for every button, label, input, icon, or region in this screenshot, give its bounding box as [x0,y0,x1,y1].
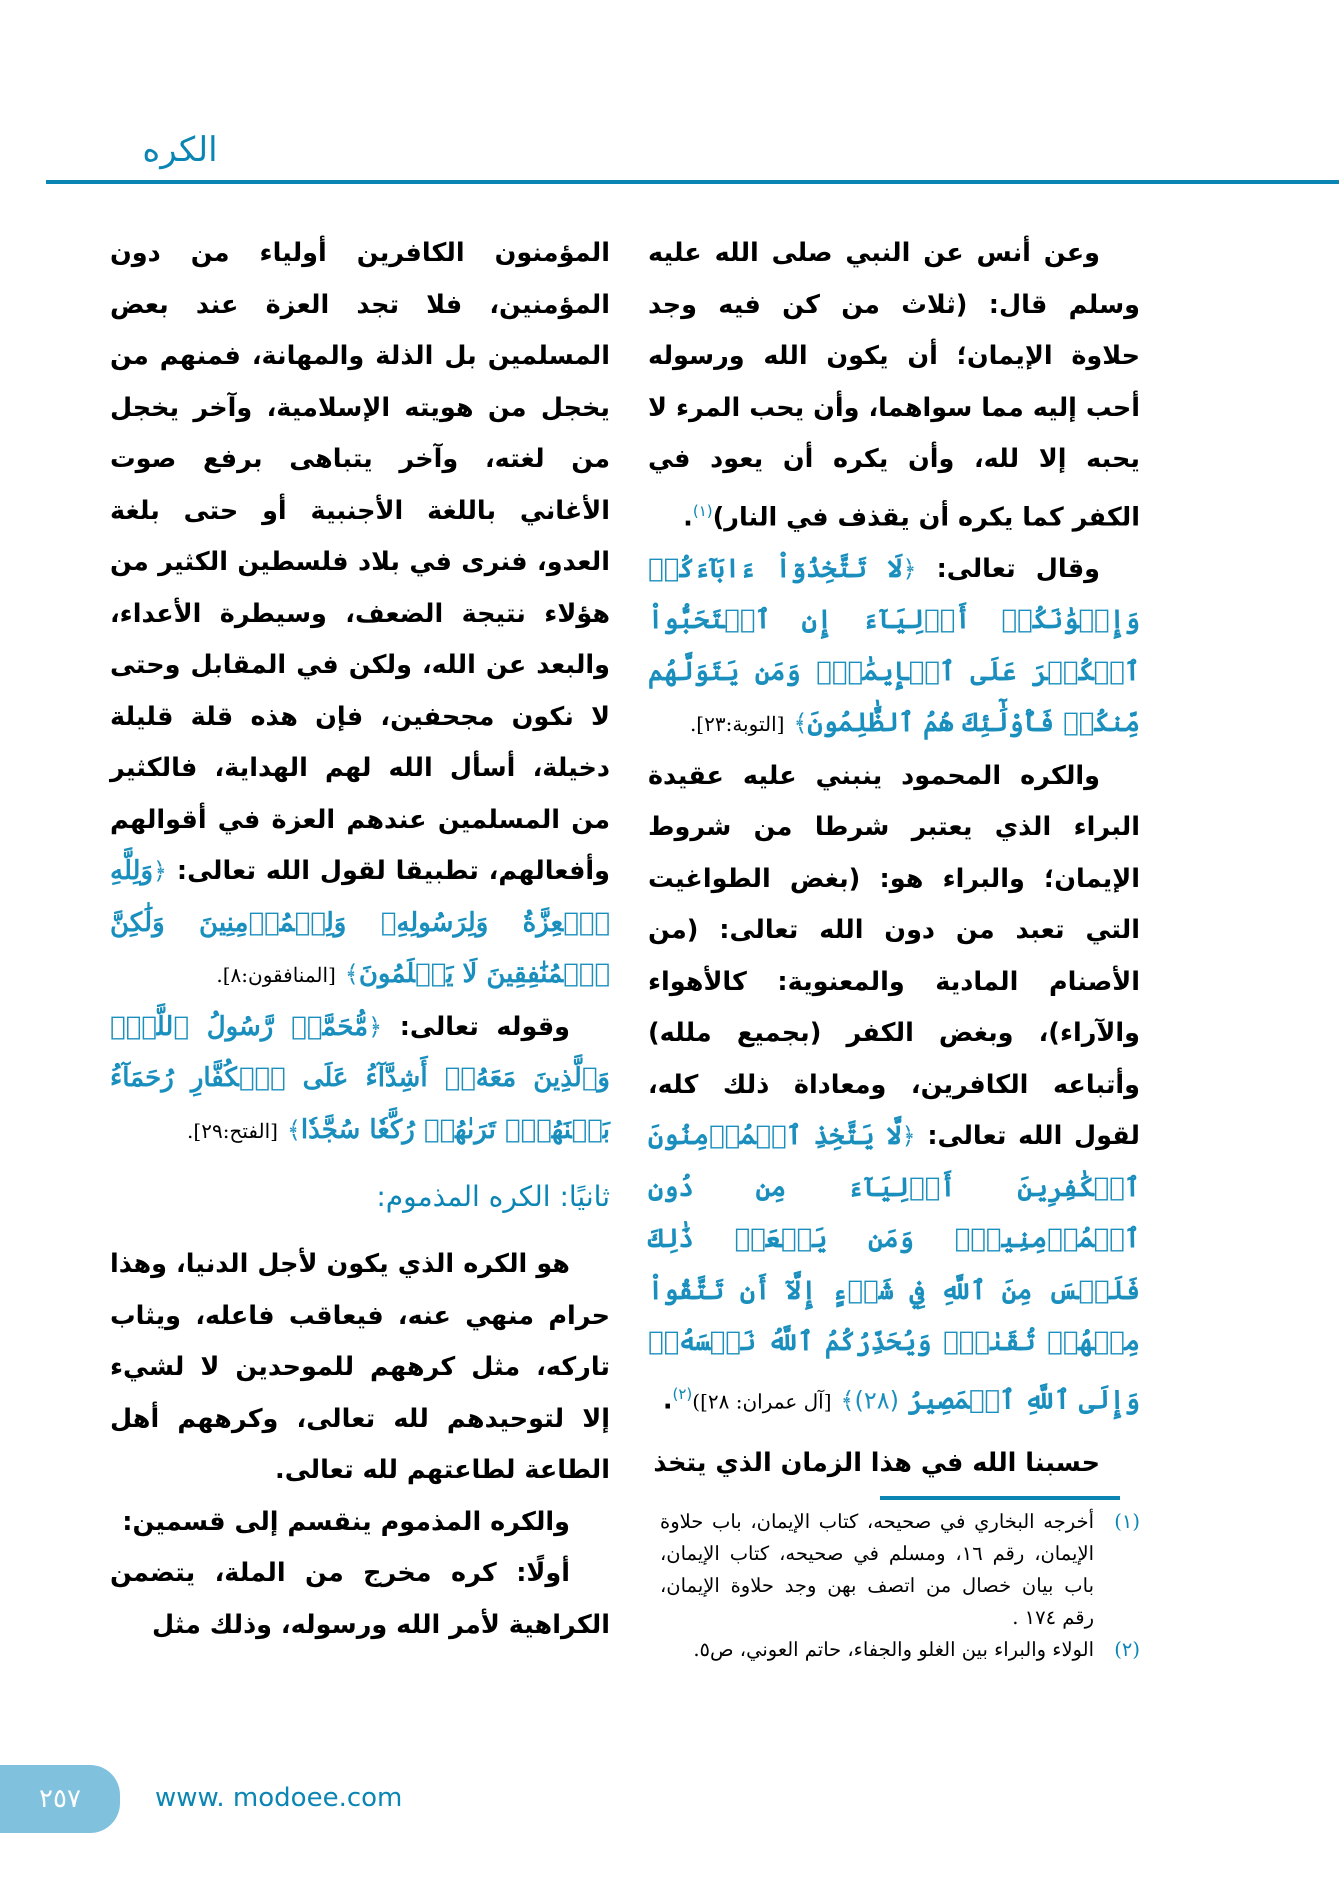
verse2-number: ٢٨ [863,1386,890,1414]
verse4-paragraph [110,1002,610,1158]
verse2-text: لَّا يَتَّخِذِ ٱلۡمُؤۡمِنُونَ ٱلۡكَٰفِرِينَ أَوۡلِيَآءَ مِن دُونِ ٱلۡمُؤۡمِنِينَۖ وَمَن يَفۡعَلۡ ذَٰلِكَ فَلَيۡسَ مِنَ ٱللَّهِ فِي شَيۡءٍ إِلَّآ أَن تَتَّقُواْ مِنۡهُمۡ تُقَىٰةٗۗ وَيُحَذِّرُكُمُ ٱللَّهُ نَفۡسَهُۥۗ وَإِلَى ٱللَّهِ ٱلۡمَصِيرُ [648,1121,1140,1415]
page-number: ٢٥٧ [39,1784,81,1814]
verse1-intro: وقال تعالى: [936,553,1100,584]
hadith-end: . [683,502,693,532]
izzah-paragraph [110,228,610,1002]
ornament-open-icon: ﴿ [153,857,168,885]
verse4-reference: [الفتح:٢٩]. [187,1118,278,1143]
ornament-open-icon: ﴿ [901,1122,916,1150]
closing-text: حسبنا الله في هذا الزمان الذي يتخذ [653,1447,1100,1478]
ornament-close-icon: ﴾ [840,1386,855,1414]
blameworthy-text: هو الكره الذي يكون لأجل الدنيا، وهذا حرام منهي عنه، فيعاقب فاعله، ويثاب تاركه، مثل كرههم للموحدين لا لشيء إلا لتوحيدهم لله تعالى، وكرههم أهل الطاعة لطاعتهم لله تعالى. [110,1249,610,1485]
left-column [110,228,610,1651]
verse1-paragraph [648,544,1140,751]
footnote-1 [660,1506,1140,1634]
verse1-reference: [التوبة:٢٣]. [689,712,785,736]
verse4-intro: وقوله تعالى: [399,1011,570,1042]
footnotes [660,1506,1140,1666]
hadith-paragraph [648,228,1140,544]
footnote-text: الولاء والبراء بين الغلو والجفاء، حاتم العوني، ص٥. [693,1638,1094,1661]
verse4-text: مُّحَمَّدٞ رَّسُولُ ٱللَّهِۚ وَٱلَّذِينَ مَعَهُۥٓ أَشِدَّآءُ عَلَى ٱلۡكُفَّارِ رُحَمَآءُ بَيۡنَهُمۡۖ تَرَىٰهُمۡ رُكَّعٗا سُجَّدٗا [110,1011,610,1145]
izzah-text: المؤمنون الكافرين أولياء من دون المؤمنين، فلا تجد العزة عند بعض المسلمين بل الذلة والمهانة، فمنهم من يخجل من هويته الإسلامية، وآخر يخجل من لغته، وآخر يتباهى برفع صوت الأغاني باللغة الأجنبية أو حتى بلغة العدو، فنرى في بلاد فلسطين الكثير من هؤلاء نتيجة الضعف، وسيطرة الأعداء، والبعد عن الله، ولكن في المقابل وحتى لا نكون مجحفين، فإن هذه قلة قليلة دخيلة، أسأل الله لهم الهداية، فالكثير من المسلمين عندهم العزة في أقوالهم وأفعالهم، تطبيقا لقول الله تعالى: [110,238,610,886]
verse2-end: . [662,1385,673,1415]
right-column [648,228,1140,1489]
verse2-reference: [آل عمران: ٢٨]) [692,1389,832,1413]
verse-number-medallion-icon: (٢٨) [854,1386,899,1414]
divisions-paragraph [110,1497,610,1549]
footnote-ref-1[interactable]: (١) [692,501,713,520]
divisions-text: والكره المذموم ينقسم إلى قسمين: [122,1506,570,1537]
page-number-badge [0,1765,120,1833]
bara-text: والكره المحمود ينبني عليه عقيدة البراء الذي يعتبر شرطا من شروط الإيمان؛ والبراء هو: (بغض الطواغيت التي تعبد من دون الله تعالى: (من الأصنام المادية والمعنوية: كالأهواء والآراء)، وبغض الكفر (بجميع ملله) وأتباعه الكافرين، ومعاداة ذلك كله، لقول الله تعالى: [648,760,1140,1151]
verse1-text: لَا تَتَّخِذُوٓاْ ءَابَآءَكُمۡ وَإِخۡوَٰنَكُمۡ أَوۡلِيَآءَ إِنِ ٱسۡتَحَبُّواْ ٱلۡكُفۡرَ عَلَى ٱلۡإِيمَٰنِۚ وَمَن يَتَوَلَّهُم مِّنكُمۡ فَأُوْلَٰٓئِكَ هُمُ ٱلظَّٰلِمُونَ [648,553,1140,738]
verse3-reference: [المنافقون:٨]. [216,963,336,987]
footnote-text: أخرجه البخاري في صحيحه، كتاب الإيمان، باب حلاوة الإيمان، رقم ١٦، ومسلم في صحيحه، كتاب الإيمان، باب بيان خصال من اتصف بهن وجد حلاوة الإيمان، رقم ١٧٤ . [660,1510,1094,1629]
first-type-label: أولًا: [516,1558,570,1588]
footnote-number: (٢) [1114,1638,1140,1661]
blameworthy-paragraph [110,1239,610,1497]
hadith-text: وعن أنس عن النبي صلى الله عليه وسلم قال: (ثلاث من كن فيه وجد حلاوة الإيمان؛ أن يكون الله ورسوله أحب إليه مما سواهما، وأن يحب المرء لا يحبه إلا لله، وأن يكره أن يعود في الكفر كما يكره أن يقذف في النار) [648,238,1140,532]
footnote-ref-2[interactable]: (٢) [672,1384,693,1403]
ornament-open-icon: ﴿ [902,554,917,583]
ornament-close-icon: ﴾ [793,709,808,737]
verse3-text: وَلِلَّهِ ٱلۡعِزَّةُ وَلِرَسُولِهِۦ وَلِلۡمُؤۡمِنِينَ وَلَٰكِنَّ ٱلۡمُنَٰفِقِينَ لَا يَعۡلَمُونَ [110,856,610,989]
ornament-close-icon: ﴾ [286,1115,301,1144]
first-type-paragraph [110,1548,610,1651]
chapter-title: الكره [142,130,218,170]
ornament-open-icon: ﴿ [368,1012,383,1041]
footnote-divider [880,1496,1120,1500]
ornament-close-icon: ﴾ [344,960,359,988]
header-divider [46,180,1339,184]
section-subheading: ثانيًا: الكره المذموم: [376,1180,610,1213]
footnote-number: (١) [1114,1510,1140,1533]
footnote-2 [660,1634,1140,1666]
website-link[interactable]: www. modoee.com [155,1783,403,1813]
bara-paragraph [648,751,1140,1428]
first-type-text: كره مخرج من الملة، يتضمن الكراهية لأمر الله ورسوله، وذلك مثل [110,1558,610,1640]
closing-paragraph [648,1438,1140,1490]
